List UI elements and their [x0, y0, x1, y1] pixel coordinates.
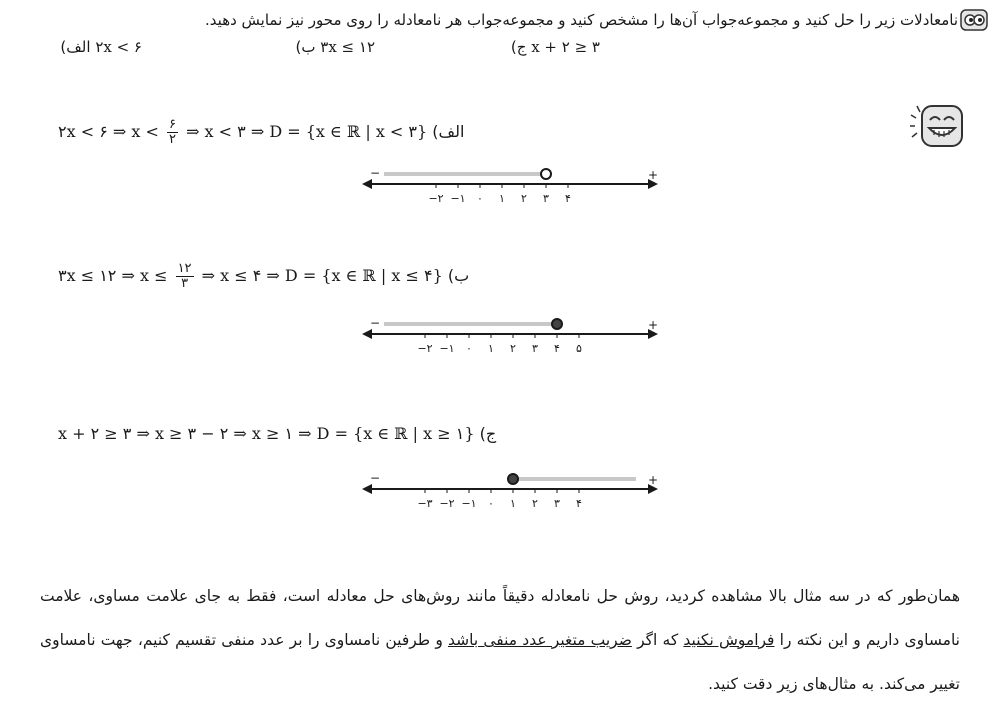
left-arrow-icon — [362, 179, 372, 189]
closed-endpoint — [552, 319, 562, 329]
tick-label: −۱ — [439, 342, 455, 355]
instructions-text: نامعادلات زیر را حل کنید و مجموعه‌جواب آن‌ها را مشخص کنید و مجموعه‌جواب هر نامعادله را روی محور نیز نمایش دهید. — [205, 11, 958, 29]
tick-label: ۳ — [554, 497, 560, 510]
solution-shading — [384, 322, 557, 326]
solution-c: ج) x + ۲ ≥ ۳ ⇒ x ≥ ۳ − ۲ ⇒ x ≥ ۱ ⇒ D = {x ∈ ℝ | x ≥ ۱} — [58, 424, 497, 443]
problem-b: ۳x ≤ ۱۲ ب) — [295, 38, 375, 56]
plus-sign-label: + — [648, 168, 659, 182]
tick-label: ۰ — [477, 192, 483, 205]
number-line-c — [350, 460, 670, 520]
tick-label: −۲ — [417, 342, 433, 355]
tick-label: ۰ — [466, 342, 472, 355]
minus-sign-label: − — [370, 316, 381, 330]
tick-label: ۱ — [499, 192, 505, 205]
problem-a: ۲x < ۶ الف) — [60, 38, 142, 56]
tick-label: ۲ — [521, 192, 527, 205]
tick-label: ۴ — [554, 342, 560, 355]
tick-label: −۲ — [439, 497, 455, 510]
underlined-phrase-2: ضریب متغیر عدد منفی باشد — [448, 631, 632, 649]
problem-c: x + ۲ ≥ ۳ ج) — [510, 38, 600, 56]
tick-label: ۱ — [488, 342, 494, 355]
solution-a: الف) ۲x < ۶ ⇒ x < $\frac{۶}{۲}$ ⇒ x < ۳ ⇒ D = {x ∈ ℝ | x < ۳} — [58, 117, 465, 147]
tick-label: ۰ — [488, 497, 494, 510]
closed-endpoint — [508, 474, 518, 484]
tick-label: ۳ — [543, 192, 549, 205]
minus-sign-label: − — [370, 471, 381, 485]
underlined-phrase-1: فراموش نکنید — [683, 631, 775, 649]
fraction-b: $\frac{۱۲}{۳}$ — [177, 261, 192, 291]
tick-label: ۱ — [510, 497, 516, 510]
tick-label: ۴ — [565, 192, 571, 205]
tick-label: ۵ — [576, 342, 582, 355]
number-line-b — [350, 305, 670, 365]
tick-label: −۱ — [461, 497, 477, 510]
plus-sign-label: + — [648, 473, 659, 487]
solution-shading — [384, 172, 546, 176]
tick-label: ۲ — [532, 497, 538, 510]
minus-sign-label: − — [370, 166, 381, 180]
number-line-a — [350, 155, 670, 215]
left-arrow-icon — [362, 484, 372, 494]
tick-label: ۳ — [532, 342, 538, 355]
solution-shading — [513, 477, 636, 481]
tick-label: −۲ — [428, 192, 444, 205]
open-endpoint — [541, 169, 551, 179]
tick-label: −۳ — [417, 497, 433, 510]
fraction-a: $\frac{۶}{۲}$ — [168, 117, 176, 147]
left-arrow-icon — [362, 329, 372, 339]
tick-label: −۱ — [450, 192, 466, 205]
plus-sign-label: + — [648, 318, 659, 332]
laughing-face-icon — [910, 102, 966, 156]
explanation-paragraph: همان‌طور که در سه مثال بالا مشاهده کردید، روش حل نامعادله دقیقاً مانند روش‌های حل معادله است، فقط به جای علامت مساوی، علامت نامساوی داریم و این نکته را فراموش نکنید که اگر ضریب متغیر عدد منفی باشد و طرفین نامساوی را بر عدد منفی تقسیم کنیم، جهت نامساوی تغییر می‌کند. به مثال‌های زیر دقت کنید. — [40, 587, 960, 693]
tick-label: ۴ — [576, 497, 582, 510]
solution-b: ب) ۳x ≤ ۱۲ ⇒ x ≤ $\frac{۱۲}{۳}$ ⇒ x ≤ ۴ ⇒ D = {x ∈ ℝ | x ≤ ۴} — [58, 261, 470, 291]
tick-label: ۲ — [510, 342, 516, 355]
eyes-icon — [960, 9, 988, 35]
